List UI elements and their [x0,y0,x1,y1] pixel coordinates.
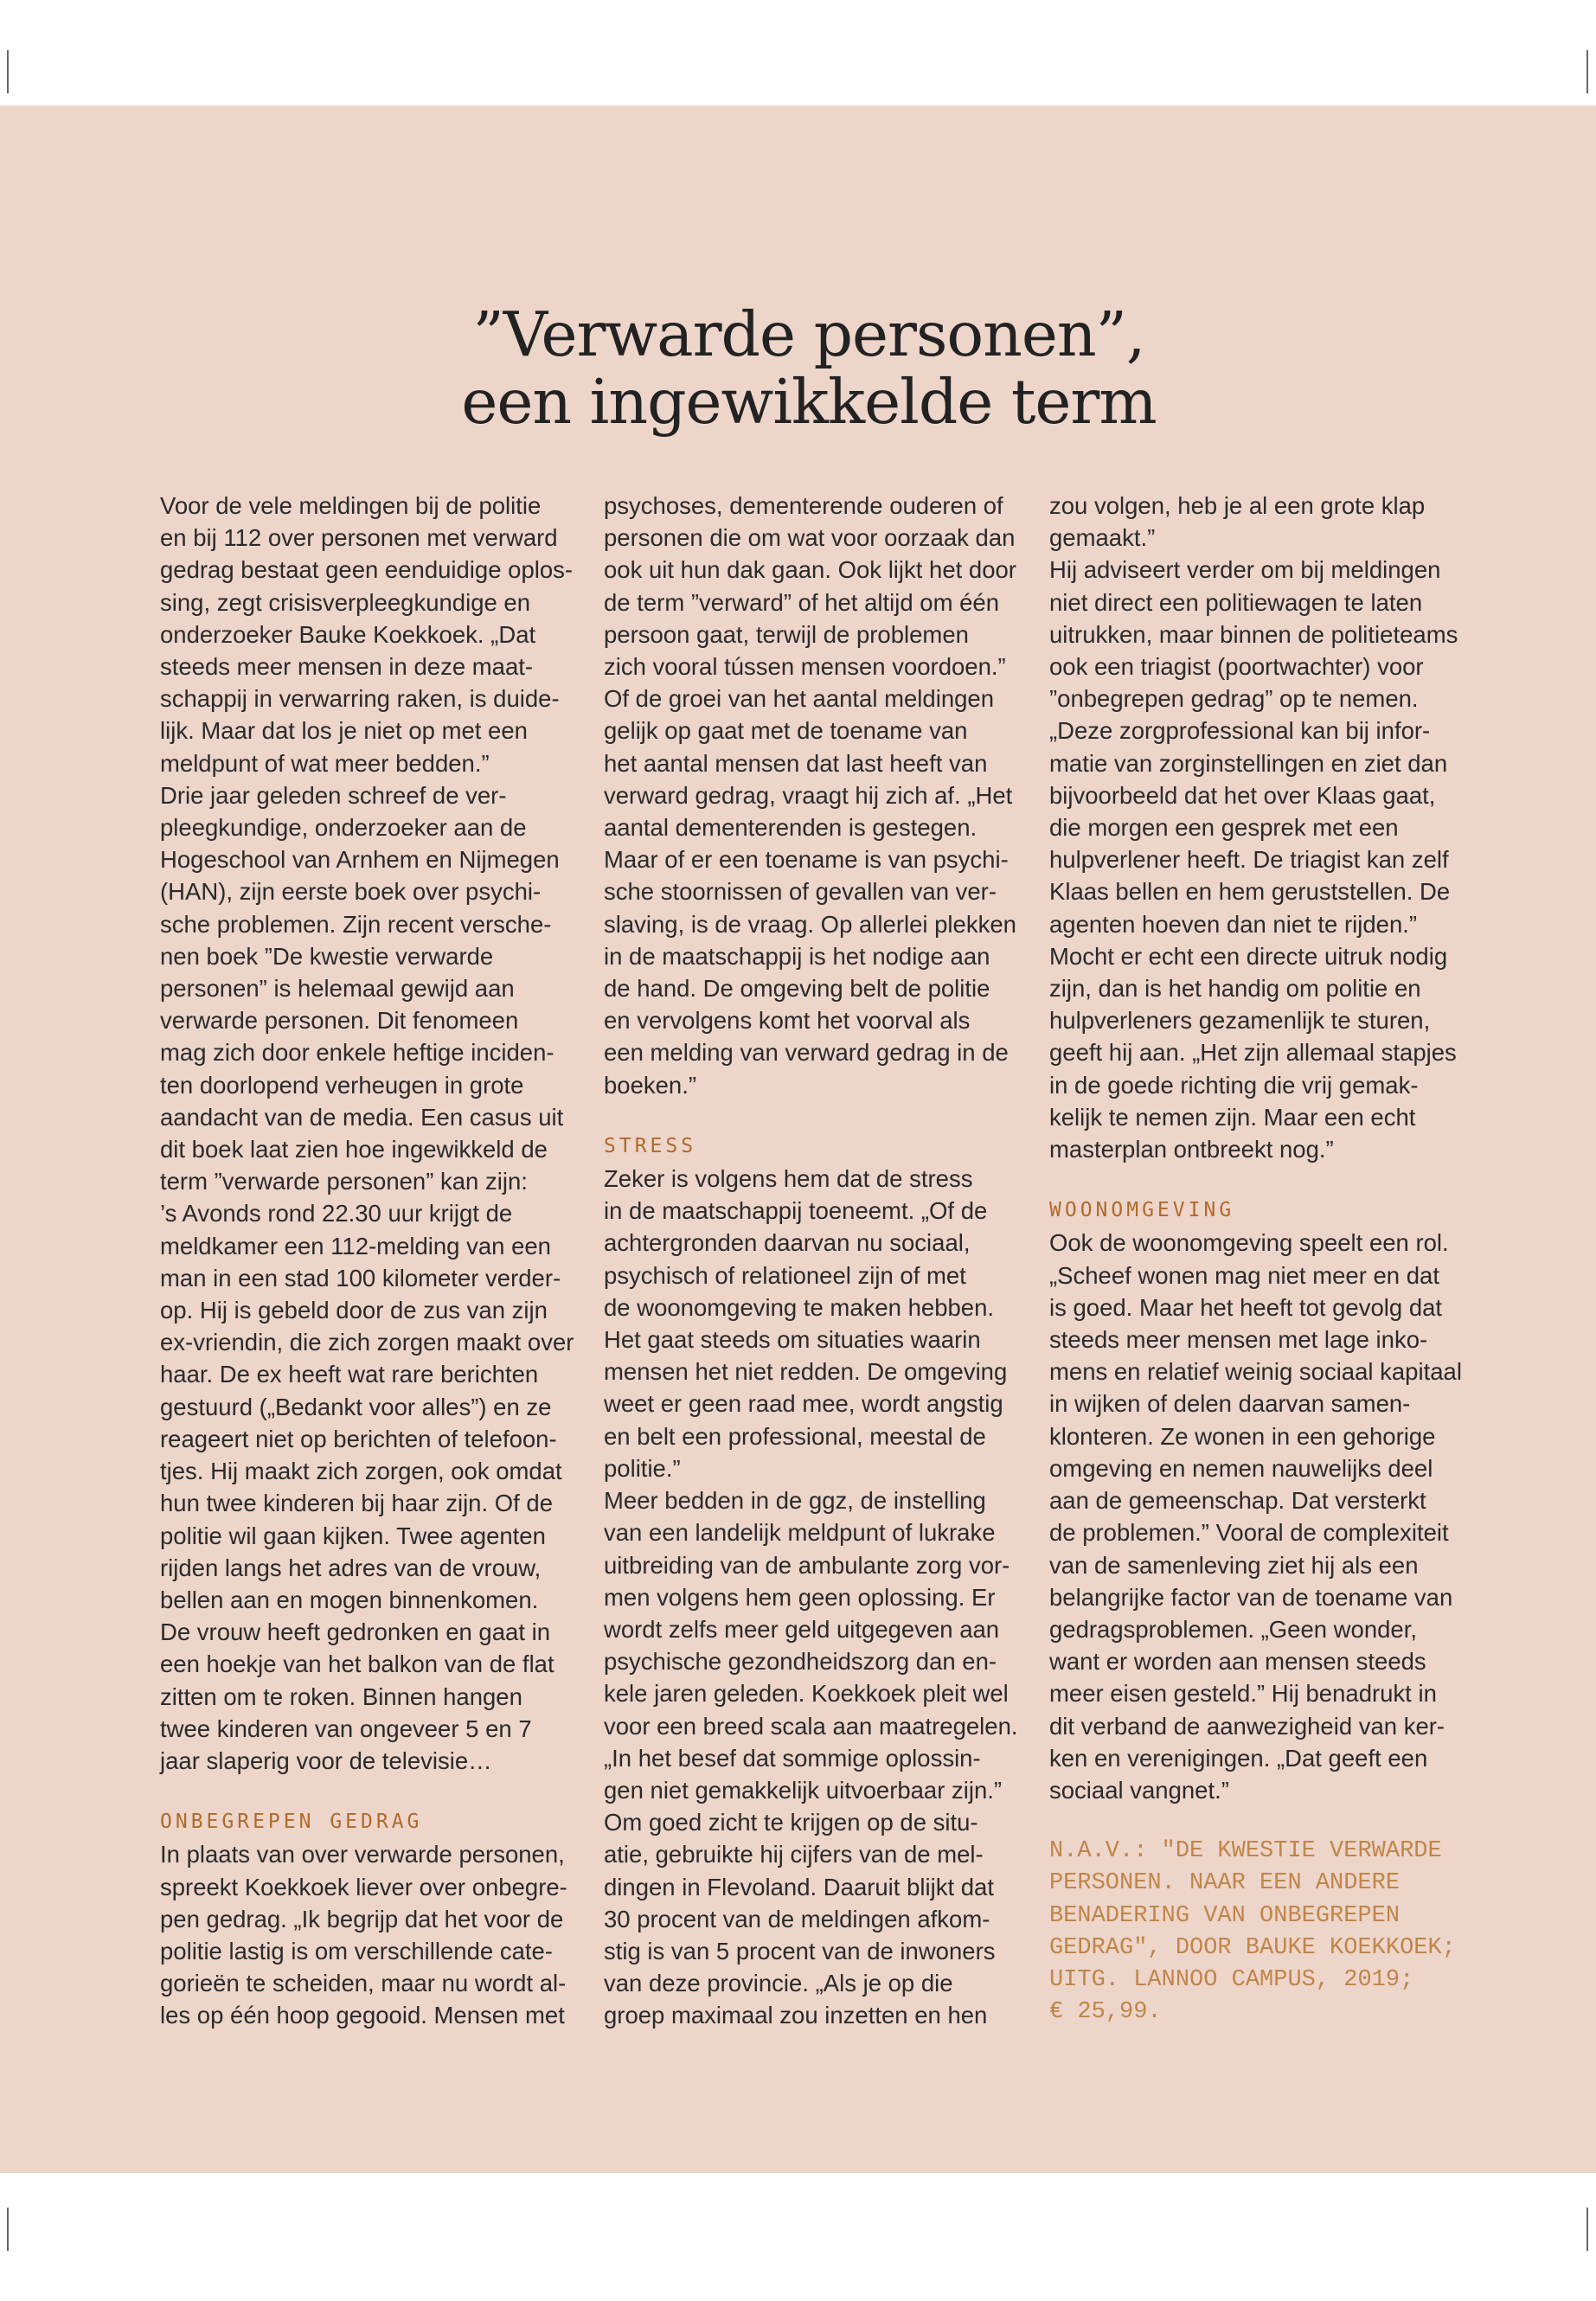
text-line: gestuurd („Bedankt voor alles”) en ze [160,1393,552,1420]
text-line: N.A.V.: "DE KWESTIE VERWARDE [1049,1838,1442,1865]
text-line: spreekt Koekkoek liever over onbegre- [160,1873,567,1900]
column-3-paragraph-1 [1049,490,1465,1165]
text-line: 30 procent van de meldingen afkom- [604,1905,990,1932]
text-line: pleegkundige, onderzoeker aan de [160,814,527,842]
text-line: in de maatschappij toeneemt. „Of de [604,1197,988,1225]
text-line: agenten hoeven dan niet te rijden.” [1049,910,1418,938]
column-1 [160,490,575,2032]
text-line: mensen het niet redden. De omgeving [604,1358,1008,1386]
text-line: Het gaat steeds om situaties waarin [604,1326,981,1354]
column-2-paragraph-1 [604,490,1019,1101]
text-line: man in een stad 100 kilometer verder- [160,1264,561,1292]
text-line: in de goede richting die vrij gemak- [1049,1071,1419,1099]
text-line: die morgen een gesprek met een [1049,814,1399,842]
text-line: belangrijke factor van de toename van [1049,1583,1453,1611]
text-line: personen die om wat voor oorzaak dan [604,524,1016,552]
text-line: € 25,99. [1049,1999,1162,2026]
text-line: Voor de vele meldingen bij de politie [160,492,542,519]
text-line: een melding van verward gedrag in de [604,1039,1009,1067]
text-line: schappij in verwarring raken, is duide- [160,685,560,713]
text-line: tjes. Hij maakt zich zorgen, ook omdat [160,1458,562,1485]
text-line: slaving, is de vraag. Op allerlei plekken [604,910,1016,938]
text-line: PERSONEN. NAAR EEN ANDERE [1049,1870,1401,1897]
text-line: groep maximaal zou inzetten en hen [604,2002,988,2029]
column-1-paragraph-1 [160,490,575,1777]
text-line: les op één hoop gegooid. Mensen met [160,2002,565,2029]
text-line: reageert niet op berichten of telefoon- [160,1425,557,1452]
text-line: weet er geen raad mee, wordt angstig [604,1390,1003,1418]
text-line: aan de gemeenschap. Dat versterkt [1049,1487,1426,1515]
text-line: boeken.” [604,1071,697,1099]
title-line-2: een ingewikkelde term [461,366,1157,438]
text-line: ten doorlopend verheugen in grote [160,1071,524,1099]
text-line: (HAN), zijn eerste boek over psychi- [160,878,542,906]
text-line: op. Hij is gebeld door de zus van zijn [160,1297,548,1324]
text-line: In plaats van over verwarde personen, [160,1841,565,1868]
text-line: in de maatschappij is het nodige aan [604,942,990,970]
text-line: BENADERING VAN ONBEGREPEN [1049,1902,1401,1929]
text-line: gen niet gemakkelijk uitvoerbaar zijn.” [604,1776,1003,1804]
crop-mark-top-left [7,50,9,93]
crop-mark-bottom-right [1586,2208,1588,2251]
text-line: stig is van 5 procent van de inwoners [604,1937,996,1965]
text-line: achtergronden daarvan nu sociaal, [604,1229,971,1257]
text-line: meldpunt of wat meer bedden.” [160,749,490,777]
text-line: pen gedrag. „Ik begrijp dat het voor de [160,1905,564,1932]
text-line: „In het besef dat sommige oplossin- [604,1744,981,1772]
text-line: dit verband de aanwezigheid van ker- [1049,1712,1445,1740]
text-line: voor een breed scala aan maatregelen. [604,1712,1018,1740]
text-line: onderzoeker Bauke Koekkoek. „Dat [160,620,536,648]
text-line: politie wil gaan kijken. Twee agenten [160,1522,546,1549]
text-line: in wijken of delen daarvan samen- [1049,1390,1411,1418]
section-heading-stress: STRESS [604,1134,697,1157]
article-title [0,298,1596,438]
text-line: aandacht van de media. Een casus uit [160,1103,564,1131]
text-line: haar. De ex heeft wat rare berichten [160,1361,539,1388]
text-line: de problemen.” Vooral de complexiteit [1049,1519,1449,1547]
text-line: personen” is helemaal gewijd aan [160,975,515,1003]
section-heading-woonomgeving: WOONOMGEVING [1049,1199,1235,1222]
text-line: en belt een professional, meestal de [604,1422,986,1450]
text-line: zitten om te roken. Binnen hangen [160,1682,522,1710]
text-line: sing, zegt crisisverpleegkundige en [160,588,531,616]
text-line: term ”verwarde personen” kan zijn: [160,1168,528,1195]
text-line: sche problemen. Zijn recent versche- [160,910,552,938]
column-1-paragraph-2 [160,1838,575,2031]
text-line: sche stoornissen of gevallen van ver- [604,878,997,906]
text-line: Ook de woonomgeving speelt een rol. [1049,1229,1449,1257]
text-line: atie, gebruikte hij cijfers van de mel- [604,1841,984,1868]
text-line: uitrukken, maar binnen de politieteams [1049,620,1458,648]
text-line: Maar of er een toename is van psychi- [604,846,1009,874]
text-line: psychoses, dementerende ouderen of [604,492,1003,519]
text-line: „Deze zorgprofessional kan bij infor- [1049,717,1431,745]
text-line: Zeker is volgens hem dat de stress [604,1165,973,1193]
text-line: omgeving en nemen nauwelijks deel [1049,1454,1433,1482]
text-line: psychische gezondheidszorg dan en- [604,1648,997,1676]
text-line: aantal dementerenden is gestegen. [604,814,977,842]
text-line: verwarde personen. Dit fenomeen [160,1007,519,1035]
crop-mark-top-right [1586,50,1588,93]
column-2 [604,490,1019,2032]
text-line: ex-vriendin, die zich zorgen maakt over [160,1329,574,1356]
text-line: hulpverlener heeft. De triagist kan zelf [1049,846,1449,874]
text-line: „Scheef wonen mag niet meer en dat [1049,1261,1439,1289]
text-line: van deze provincie. „Als je op die [604,1970,953,1997]
text-line: dit boek laat zien hoe ingewikkeld de [160,1136,548,1163]
text-line: geeft hij aan. „Het zijn allemaal stapjes [1049,1039,1457,1067]
text-line: een hoekje van het balkon van de flat [160,1650,554,1678]
text-line: ”onbegrepen gedrag” op te nemen. [1049,685,1419,713]
text-line: GEDRAG", DOOR BAUKE KOEKKOEK; [1049,1934,1456,1961]
text-line: kele jaren geleden. Koekkoek pleit wel [604,1680,1009,1708]
text-line: Of de groei van het aantal meldingen [604,685,994,713]
text-line: bellen aan en mogen binnenkomen. [160,1586,539,1613]
text-line: hulpverleners gezamenlijk te sturen, [1049,1007,1431,1035]
column-2-paragraph-2 [604,1163,1019,2031]
text-line: mens en relatief weinig sociaal kapitaal [1049,1358,1462,1386]
text-line: psychisch of relationeel zijn of met [604,1261,966,1289]
text-line: nen boek ”De kwestie verwarde [160,942,494,970]
text-line: en bij 112 over personen met verward [160,524,558,552]
text-line: zijn, dan is het handig om politie en [1049,975,1421,1003]
text-line: gelijk op gaat met de toename van [604,717,968,745]
text-line: men volgens hem geen oplossing. Er [604,1583,996,1611]
section-heading-onbegrepen-gedrag: ONBEGREPEN GEDRAG [160,1811,423,1834]
text-line: zou volgen, heb je al een grote klap [1049,492,1426,519]
text-line: lijk. Maar dat los je niet op met een [160,717,528,745]
text-line: steeds meer mensen met lage inko- [1049,1326,1428,1354]
text-line: de hand. De omgeving belt de politie [604,975,990,1003]
text-line: rijden langs het adres van de vrouw, [160,1554,542,1581]
text-line: politie.” [604,1454,681,1482]
text-line: is goed. Maar het heeft tot gevolg dat [1049,1293,1443,1321]
column-3-paragraph-2 [1049,1227,1465,1806]
text-line: kelijk te nemen zijn. Maar een echt [1049,1103,1416,1131]
text-line: van een landelijk meldpunt of lukrake [604,1519,996,1547]
text-line: jaar slaperig voor de televisie… [160,1747,492,1774]
text-line: sociaal vangnet.” [1049,1776,1229,1804]
text-line: ook uit hun dak gaan. Ook lijkt het door [604,556,1016,584]
text-line: gemaakt.” [1049,524,1156,552]
text-line: ken en verenigingen. „Dat geeft een [1049,1744,1428,1772]
text-line: meer eisen gesteld.” Hij benadrukt in [1049,1680,1437,1708]
text-line: Drie jaar geleden schreef de ver- [160,781,507,809]
text-line: Mocht er echt een directe uitruk nodig [1049,942,1448,970]
text-line: Hij adviseert verder om bij meldingen [1049,556,1441,584]
text-line: meldkamer een 112-melding van een [160,1232,551,1259]
text-line: Om goed zicht te krijgen op de situ- [604,1809,978,1836]
text-line: twee kinderen van ongeveer 5 en 7 [160,1715,532,1742]
text-line: UITG. LANNOO CAMPUS, 2019; [1049,1966,1414,1993]
text-line: persoon gaat, terwijl de problemen [604,620,969,648]
text-line: verward gedrag, vraagt hij zich af. „Het [604,781,1013,809]
text-line: De vrouw heeft gedronken en gaat in [160,1618,550,1646]
text-line: de term ”verward” of het altijd om één [604,588,999,616]
text-line: gedragsproblemen. „Geen wonder, [1049,1615,1417,1643]
text-line: bijvoorbeeld dat het over Klaas gaat, [1049,781,1436,809]
text-line: van de samenleving ziet hij als een [1049,1551,1419,1579]
text-line: niet direct een politiewagen te laten [1049,588,1423,616]
text-line: uitbreiding van de ambulante zorg vor- [604,1551,1010,1579]
text-line: gedrag bestaat geen eenduidige oplos- [160,556,574,584]
book-source-note [1049,1836,1465,2029]
text-line: klonteren. Ze wonen in een gehorige [1049,1422,1436,1450]
crop-mark-bottom-left [7,2208,9,2251]
title-line-1: ”Verwarde personen”, [472,298,1145,370]
text-line: het aantal mensen dat last heeft van [604,749,988,777]
text-line: masterplan ontbreekt nog.” [1049,1136,1334,1163]
text-line: wordt zelfs meer geld uitgegeven aan [604,1615,1000,1643]
column-3 [1049,490,1465,2029]
text-line: en vervolgens komt het voorval als [604,1007,971,1035]
text-line: Meer bedden in de ggz, de instelling [604,1487,986,1515]
text-line: politie lastig is om verschillende cate- [160,1937,553,1965]
text-line: ’s Avonds rond 22.30 uur krijgt de [160,1200,513,1227]
text-line: gorieën te scheiden, maar nu wordt al- [160,1970,567,1997]
text-line: matie van zorginstellingen en ziet dan [1049,749,1448,777]
text-line: hun twee kinderen bij haar zijn. Of de [160,1490,554,1517]
text-line: zich vooral tússen mensen voordoen.” [604,653,1006,681]
text-line: ook een triagist (poortwachter) voor [1049,653,1424,681]
text-line: mag zich door enkele heftige inciden- [160,1039,554,1067]
text-line: steeds meer mensen in deze maat- [160,653,534,681]
text-line: de woonomgeving te maken hebben. [604,1293,995,1321]
text-line: dingen in Flevoland. Daaruit blijkt dat [604,1873,994,1900]
text-line: want er worden aan mensen steeds [1049,1648,1426,1676]
text-line: Klaas bellen en hem geruststellen. De [1049,878,1451,906]
text-line: Hogeschool van Arnhem en Nijmegen [160,846,560,874]
